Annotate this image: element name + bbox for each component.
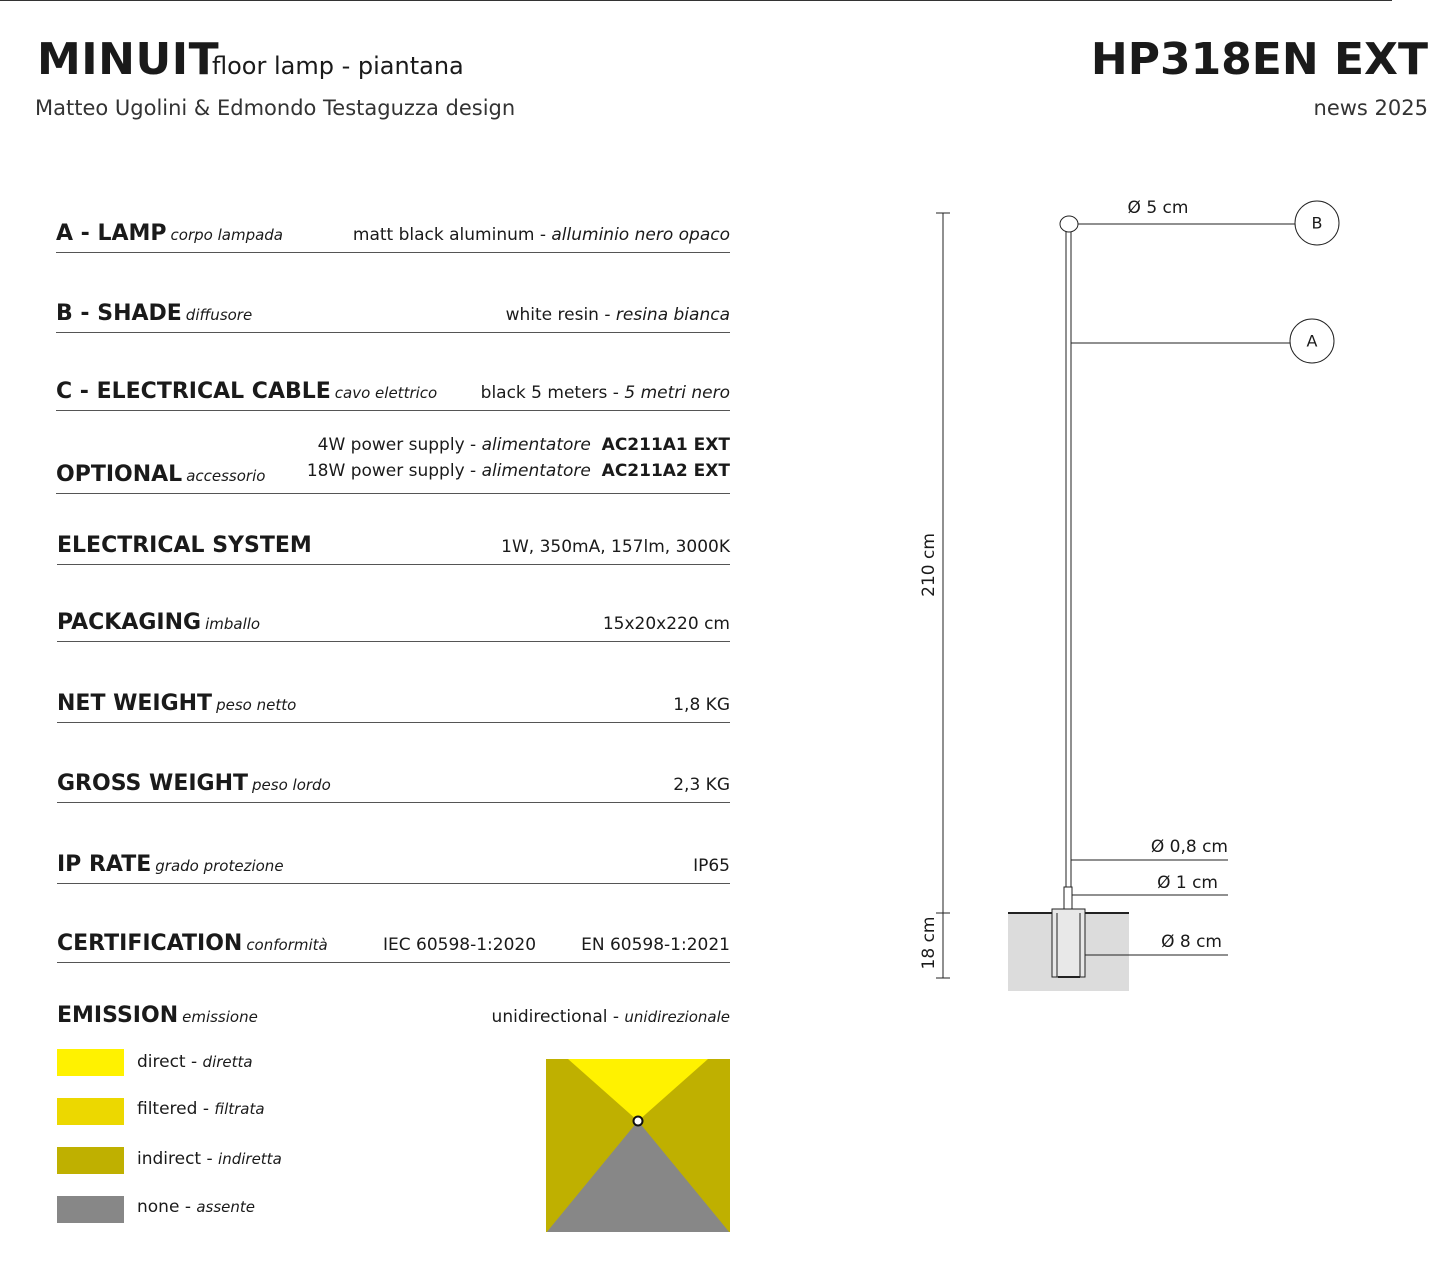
spec-label-it: conformità [246, 936, 328, 954]
legend-label: indirect - [137, 1149, 219, 1169]
spec-row-packaging [57, 607, 730, 642]
header-divider [0, 0, 1392, 1]
spec-value: IP65 [693, 856, 730, 876]
marker-b-label: B [1311, 213, 1323, 233]
spec-label: C - ELECTRICAL CABLE [56, 379, 331, 404]
technical-drawing [900, 190, 1350, 1000]
spec-row-gross-weight [57, 768, 730, 803]
product-name: MINUIT [37, 34, 220, 85]
spec-row-emission [57, 1000, 730, 1034]
spec-label: NET WEIGHT [57, 691, 213, 716]
legend-label: none - [137, 1197, 197, 1217]
certification-iec: IEC 60598-1:2020 [383, 935, 537, 955]
spec-value: 1,8 KG [673, 695, 730, 715]
spec-value: 2,3 KG [673, 775, 730, 795]
spec-label: EMISSION [57, 1003, 179, 1028]
legend-label: filtered - [137, 1099, 215, 1119]
spec-row-ip-rate [57, 849, 730, 884]
designer-credit: Matteo Ugolini & Edmondo Testaguzza design [35, 96, 516, 120]
spec-value-it: unidirezionale [624, 1008, 730, 1026]
spec-row-cable [56, 376, 730, 411]
spec-value-it: alluminio nero opaco [551, 225, 730, 245]
legend-swatch-indirect [57, 1147, 124, 1174]
spec-row-lamp [56, 218, 730, 253]
spec-value-it: resina bianca [615, 305, 730, 325]
spec-row-optional [56, 419, 730, 494]
spec-value: unidirectional - [491, 1007, 625, 1027]
spec-label-it: diffusore [185, 306, 253, 324]
legend-label-it: filtrata [214, 1100, 265, 1118]
spec-value: 1W, 350mA, 157lm, 3000K [501, 537, 730, 557]
legend-swatch-none [57, 1196, 124, 1223]
spec-label: B - SHADE [56, 301, 182, 326]
base-height-label: 18 cm [919, 916, 939, 970]
spec-label-it: cavo elettrico [334, 384, 438, 402]
optional-line2-it: alimentatore [481, 461, 591, 481]
spec-value: black 5 meters - [480, 383, 625, 403]
rod-diameter-label: Ø 0,8 cm [1150, 837, 1228, 857]
spec-label-it: accessorio [186, 467, 266, 485]
legend-label: direct - [137, 1052, 203, 1072]
sleeve-diameter-label: Ø 1 cm [1157, 873, 1218, 893]
certification-en: EN 60598-1:2021 [581, 935, 730, 955]
spec-row-net-weight [57, 688, 730, 723]
legend-item-direct [137, 1052, 253, 1072]
spec-label: CERTIFICATION [57, 931, 243, 956]
shade-diameter-label: Ø 5 cm [1127, 198, 1189, 218]
spec-row-shade [56, 298, 730, 333]
spec-value-it: 5 metri nero [624, 383, 730, 403]
legend-swatch-direct [57, 1049, 124, 1076]
spec-row-certification [57, 928, 730, 963]
spec-label: OPTIONAL [56, 462, 183, 487]
legend-swatch-filtered [57, 1098, 124, 1125]
optional-line1: 4W power supply - [317, 435, 482, 455]
product-subtitle: floor lamp - piantana [212, 52, 464, 80]
spec-label: PACKAGING [57, 610, 202, 635]
optional-line1-code: AC211A1 EXT [601, 435, 730, 455]
spec-label-it: peso netto [216, 696, 297, 714]
spec-label: ELECTRICAL SYSTEM [57, 533, 312, 558]
spec-value: white resin - [505, 305, 616, 325]
spec-label: IP RATE [57, 852, 152, 877]
optional-line2-code: AC211A2 EXT [601, 461, 730, 481]
spec-value: matt black aluminum - [352, 225, 552, 245]
optional-line2: 18W power supply - [306, 461, 482, 481]
spec-row-electrical [57, 530, 730, 565]
spec-label-it: emissione [182, 1008, 258, 1026]
optional-line1-it: alimentatore [481, 435, 591, 455]
spec-value: 15x20x220 cm [602, 614, 730, 634]
spec-label-it: peso lordo [252, 776, 331, 794]
spec-label-it: corpo lampada [170, 226, 284, 244]
spec-label-it: grado protezione [155, 857, 284, 875]
base-diameter-label: Ø 8 cm [1161, 932, 1222, 952]
height-label: 210 cm [919, 533, 939, 597]
release-note: news 2025 [1313, 96, 1428, 120]
spec-label-it: imballo [205, 615, 261, 633]
legend-label-it: assente [196, 1198, 256, 1216]
light-source-icon [634, 1117, 643, 1126]
emission-diagram [546, 1059, 730, 1233]
spec-label: GROSS WEIGHT [57, 771, 249, 796]
legend-item-filtered [137, 1099, 265, 1119]
marker-a-label: A [1306, 331, 1318, 351]
spec-label: A - LAMP [56, 221, 167, 246]
legend-label-it: indiretta [218, 1150, 282, 1168]
product-code: HP318EN EXT [1090, 34, 1428, 85]
legend-item-indirect [137, 1149, 282, 1169]
page-bottom-margin [0, 1232, 1445, 1288]
legend-item-none [137, 1197, 255, 1217]
legend-label-it: diretta [202, 1053, 253, 1071]
